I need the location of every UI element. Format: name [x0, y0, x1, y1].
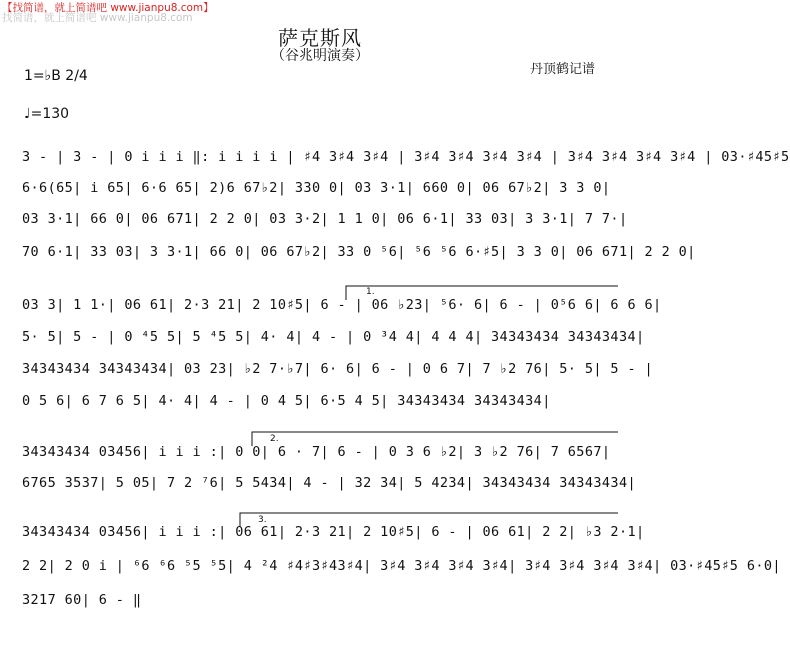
volta-label-second: 2.: [270, 434, 279, 444]
score-line-11: 34343434 03456| i i i :| 06 61| 2·3 21| 2 10♯5| 6 - | 06 61| 2 2| ♭3 2·1|: [22, 524, 645, 540]
score-line-8: 0 5 6| 6 7 6 5| 4· 4| 4 - | 0 4 5| 6·5 4 5| 34343434 34343434|: [22, 393, 551, 409]
score-line-12: 2 2| 2 0 i | ⁶6 ⁶6 ⁵5 ⁵5| 4 ²4 ♯4♯3♯43♯4| 3♯4 3♯4 3♯4 3♯4| 3♯4 3♯4 3♯4 3♯4| 03·♯45♯5 6·0|: [22, 558, 781, 574]
score-line-6: 5· 5| 5 - | 0 ⁴5 5| 5 ⁴5 5| 4· 4| 4 - | 0 ³4 4| 4 4 4| 34343434 34343434|: [22, 329, 645, 345]
volta-label-first: 1.: [366, 287, 375, 297]
score-line-7: 34343434 34343434| 03 23| ♭2 7·♭7| 6· 6| 6 - | 0 6 7| 7 ♭2 76| 5· 5| 5 - |: [22, 361, 654, 377]
score-line-2: 6·6(65| i 65| 6·6 65| 2)6 67♭2| 330 0| 03 3·1| 660 0| 06 67♭2| 3 3 0|: [22, 180, 611, 196]
site-watermark: [2, 2, 214, 24]
score-line-13: 3217 60| 6 - ‖: [22, 592, 142, 608]
song-title: 萨克斯风: [278, 26, 362, 50]
watermark-ghost-text: 找简谱，就上简谱吧 www.jianpu8.com: [2, 12, 193, 24]
notator-credit: 丹顶鹤记谱: [530, 62, 596, 77]
key-signature: 1=♭B 2/4: [24, 68, 88, 84]
score-line-10: 6765 3537| 5 05| 7 2 ⁷6| 5 5434| 4 - | 32 34| 5 4234| 34343434 34343434|: [22, 475, 636, 491]
score-line-3: 03 3·1| 66 0| 06 671| 2 2 0| 03 3·2| 1 1 0| 06 6·1| 33 03| 3 3·1| 7 7·|: [22, 211, 628, 227]
tempo-marking: ♩=130: [24, 106, 70, 122]
watermark-text: 【找简谱，就上简谱吧 www.jianpu8.com】: [2, 2, 214, 14]
score-line-5: 03 3| 1 1·| 06 61| 2·3 21| 2 10♯5| 6 - | 06 ♭23| ⁵6· 6| 6 - | 0⁵6 6| 6 6 6|: [22, 297, 662, 313]
performer-subtitle: （谷兆明演奏）: [271, 48, 369, 64]
score-line-9: 34343434 03456| i i i :| 0 0| 6 · 7| 6 - | 0 3 6 ♭2| 3 ♭2 76| 7 6567|: [22, 444, 611, 460]
score-line-1: 3 - | 3 - | 0 i i i ‖: i i i i | ♯4 3♯4 3♯4 | 3♯4 3♯4 3♯4 3♯4 | 3♯4 3♯4 3♯4 3♯4 | 03·♯45♯5: [22, 149, 790, 165]
score-line-4: 70 6·1| 33 03| 3 3·1| 66 0| 06 67♭2| 33 0 ⁵6| ⁵6 ⁵6 6·♯5| 3 3 0| 06 671| 2 2 0|: [22, 244, 696, 260]
volta-label-third: 3.: [258, 515, 267, 525]
